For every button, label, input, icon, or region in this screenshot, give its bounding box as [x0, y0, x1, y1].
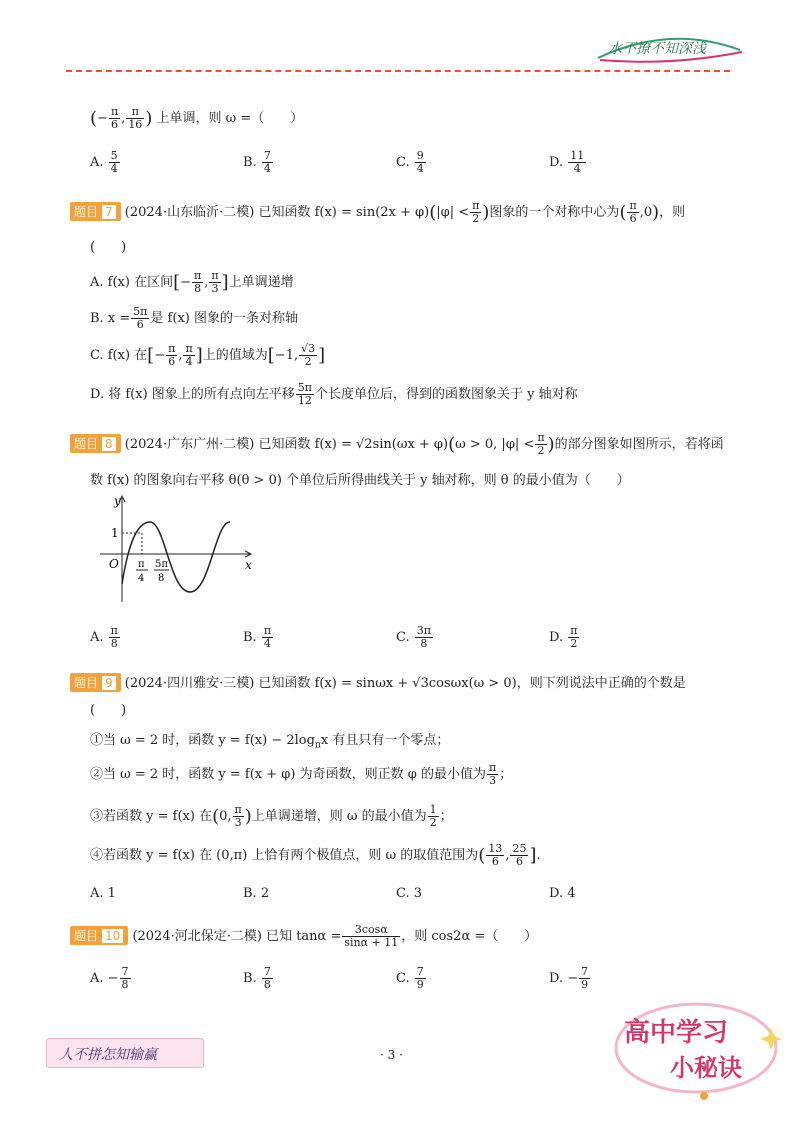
page-number: · 3 · [380, 1048, 403, 1062]
q9-option-d[interactable]: D. 4 [549, 886, 576, 901]
q8-graph [95, 492, 265, 604]
q6-option-c[interactable]: C. $\frac{9}{4}$ [396, 149, 424, 175]
header-divider [66, 70, 730, 72]
graph-tick1-num: π [138, 559, 145, 570]
q6-option-b[interactable]: B. $\frac{7}{4}$ [243, 149, 271, 175]
graph-tick1-den: 4 [138, 573, 145, 584]
q6-stem-tail: (− $\frac{\pi}{6}$ , $\frac{\pi}{16}$ ) 上单调，则 ω =（ ） [90, 105, 304, 131]
q9-statement-4: ④若函数 y = f(x) 在 (0,π) 上恰有两个极值点，则 ω 的取值范围为( $\frac{13}{6}$ , $\frac{25}{6}$ ]. [90, 842, 541, 868]
q7-stem: 题目 7 (2024·山东临沂·二模) 已知函数 f(x) = sin(2x + φ)(|φ| < $\frac{\pi}{2}$ )图象的一个对称中心为( $\frac{\pi}{6}$ ,0)，则 [70, 200, 685, 225]
q9-blank: ( ) [90, 703, 127, 718]
q7-option-a[interactable]: A. f(x) 在区间[− $\frac{\pi}{8}$ , $\frac{\pi}{3}$ ]上单调递增 [90, 269, 294, 295]
graph-origin: O [109, 557, 119, 571]
q9-option-c[interactable]: C. 3 [396, 886, 423, 901]
q9-stem: 题目 9 (2024·四川雅安·三模) 已知函数 f(x) = sinωx + √3cosωx(ω > 0)，则下列说法中正确的个数是 [70, 672, 686, 692]
graph-tick2-den: 8 [158, 573, 165, 584]
q7-option-c[interactable]: C. f(x) 在[− $\frac{\pi}{6}$ , $\frac{\pi}{4}$ ]上的值域为[−1, $\frac{√3}{2}$ ] [90, 342, 326, 368]
q9-statement-3: ③若函数 y = f(x) 在(0, $\frac{\pi}{3}$ )上单调递增，则 ω 的最小值为 $\frac{1}{2}$ ； [90, 803, 453, 829]
footer-logo [608, 1000, 786, 1100]
graph-y-label: y [114, 494, 121, 508]
q8-stem-cont: 数 f(x) 的图象向右平移 θ(θ > 0) 个单位后所得曲线关于 y 轴对称，则 θ 的最小值为（ ） [90, 473, 630, 488]
graph-tick2-num: 5π [155, 559, 168, 570]
q7-option-b[interactable]: B. x = $\frac{5\pi}{6}$ 是 f(x) 图象的一条对称轴 [90, 305, 298, 331]
q6-option-a[interactable]: A. $\frac{5}{4}$ [90, 149, 118, 175]
q10-badge: 题目 10 [70, 926, 128, 945]
q10-option-d[interactable]: D. − $\frac{7}{9}$ [549, 965, 589, 991]
header-motto: 水不撩不知深浅 [608, 41, 706, 57]
q9-option-a[interactable]: A. 1 [90, 886, 116, 901]
q8-option-b[interactable]: B. $\frac{\pi}{4}$ [243, 624, 272, 650]
q8-option-a[interactable]: A. $\frac{\pi}{8}$ [90, 624, 118, 650]
q9-statement-2: ②当 ω = 2 时，函数 y = f(x + φ) 为奇函数，则正数 φ 的最小值为 $\frac{\pi}{3}$ ； [90, 761, 513, 787]
q10-stem: 题目 10 (2024·河北保定·二模) 已知 tanα = $\frac{3\cos\alpha}{\sin\alpha + 11}$ ，则 cos2α =（ ） [70, 924, 537, 949]
q10-option-a[interactable]: A. − $\frac{7}{8}$ [90, 965, 129, 991]
q7-option-d[interactable]: D. 将 f(x) 图象上的所有点向左平移 $\frac{5\pi}{12}$ 个长度单位后，得到的函数图象关于 y 轴对称 [90, 381, 578, 407]
q6-option-d[interactable]: D. $\frac{11}{4}$ [549, 149, 585, 175]
q9-badge: 题目 9 [70, 673, 121, 692]
graph-one: 1 [111, 526, 119, 540]
logo-line1: 高中学习 [624, 1018, 729, 1048]
logo-line2: 小秘诀 [670, 1054, 742, 1082]
q8-option-d[interactable]: D. $\frac{\pi}{2}$ [549, 624, 578, 650]
header-logo [590, 30, 750, 64]
q8-badge: 题目 8 [70, 434, 121, 453]
q8-option-c[interactable]: C. $\frac{3\pi}{8}$ [396, 624, 431, 650]
q9-option-b[interactable]: B. 2 [243, 886, 270, 901]
footer-motto-box [46, 1038, 204, 1068]
q7-blank: ( ) [90, 240, 127, 255]
footer-motto: 人不拼怎知输赢 [59, 1047, 157, 1063]
q9-statement-1: ①当 ω = 2 时，函数 $y = f(x) - 2\log_\pi x$ 有且只有一个零点； [90, 733, 450, 751]
q8-stem: 题目 8 (2024·广东广州·二模) 已知函数 f(x) = √2sin(ωx + φ)(ω > 0, |φ| < $\frac{\pi}{2}$ )的部分图象如图所示，若将函 [70, 432, 724, 457]
q7-badge: 题目 7 [70, 202, 121, 221]
q10-option-c[interactable]: C. $\frac{7}{9}$ [396, 965, 424, 991]
graph-x-label: x [245, 558, 252, 572]
q10-option-b[interactable]: B. $\frac{7}{8}$ [243, 965, 271, 991]
